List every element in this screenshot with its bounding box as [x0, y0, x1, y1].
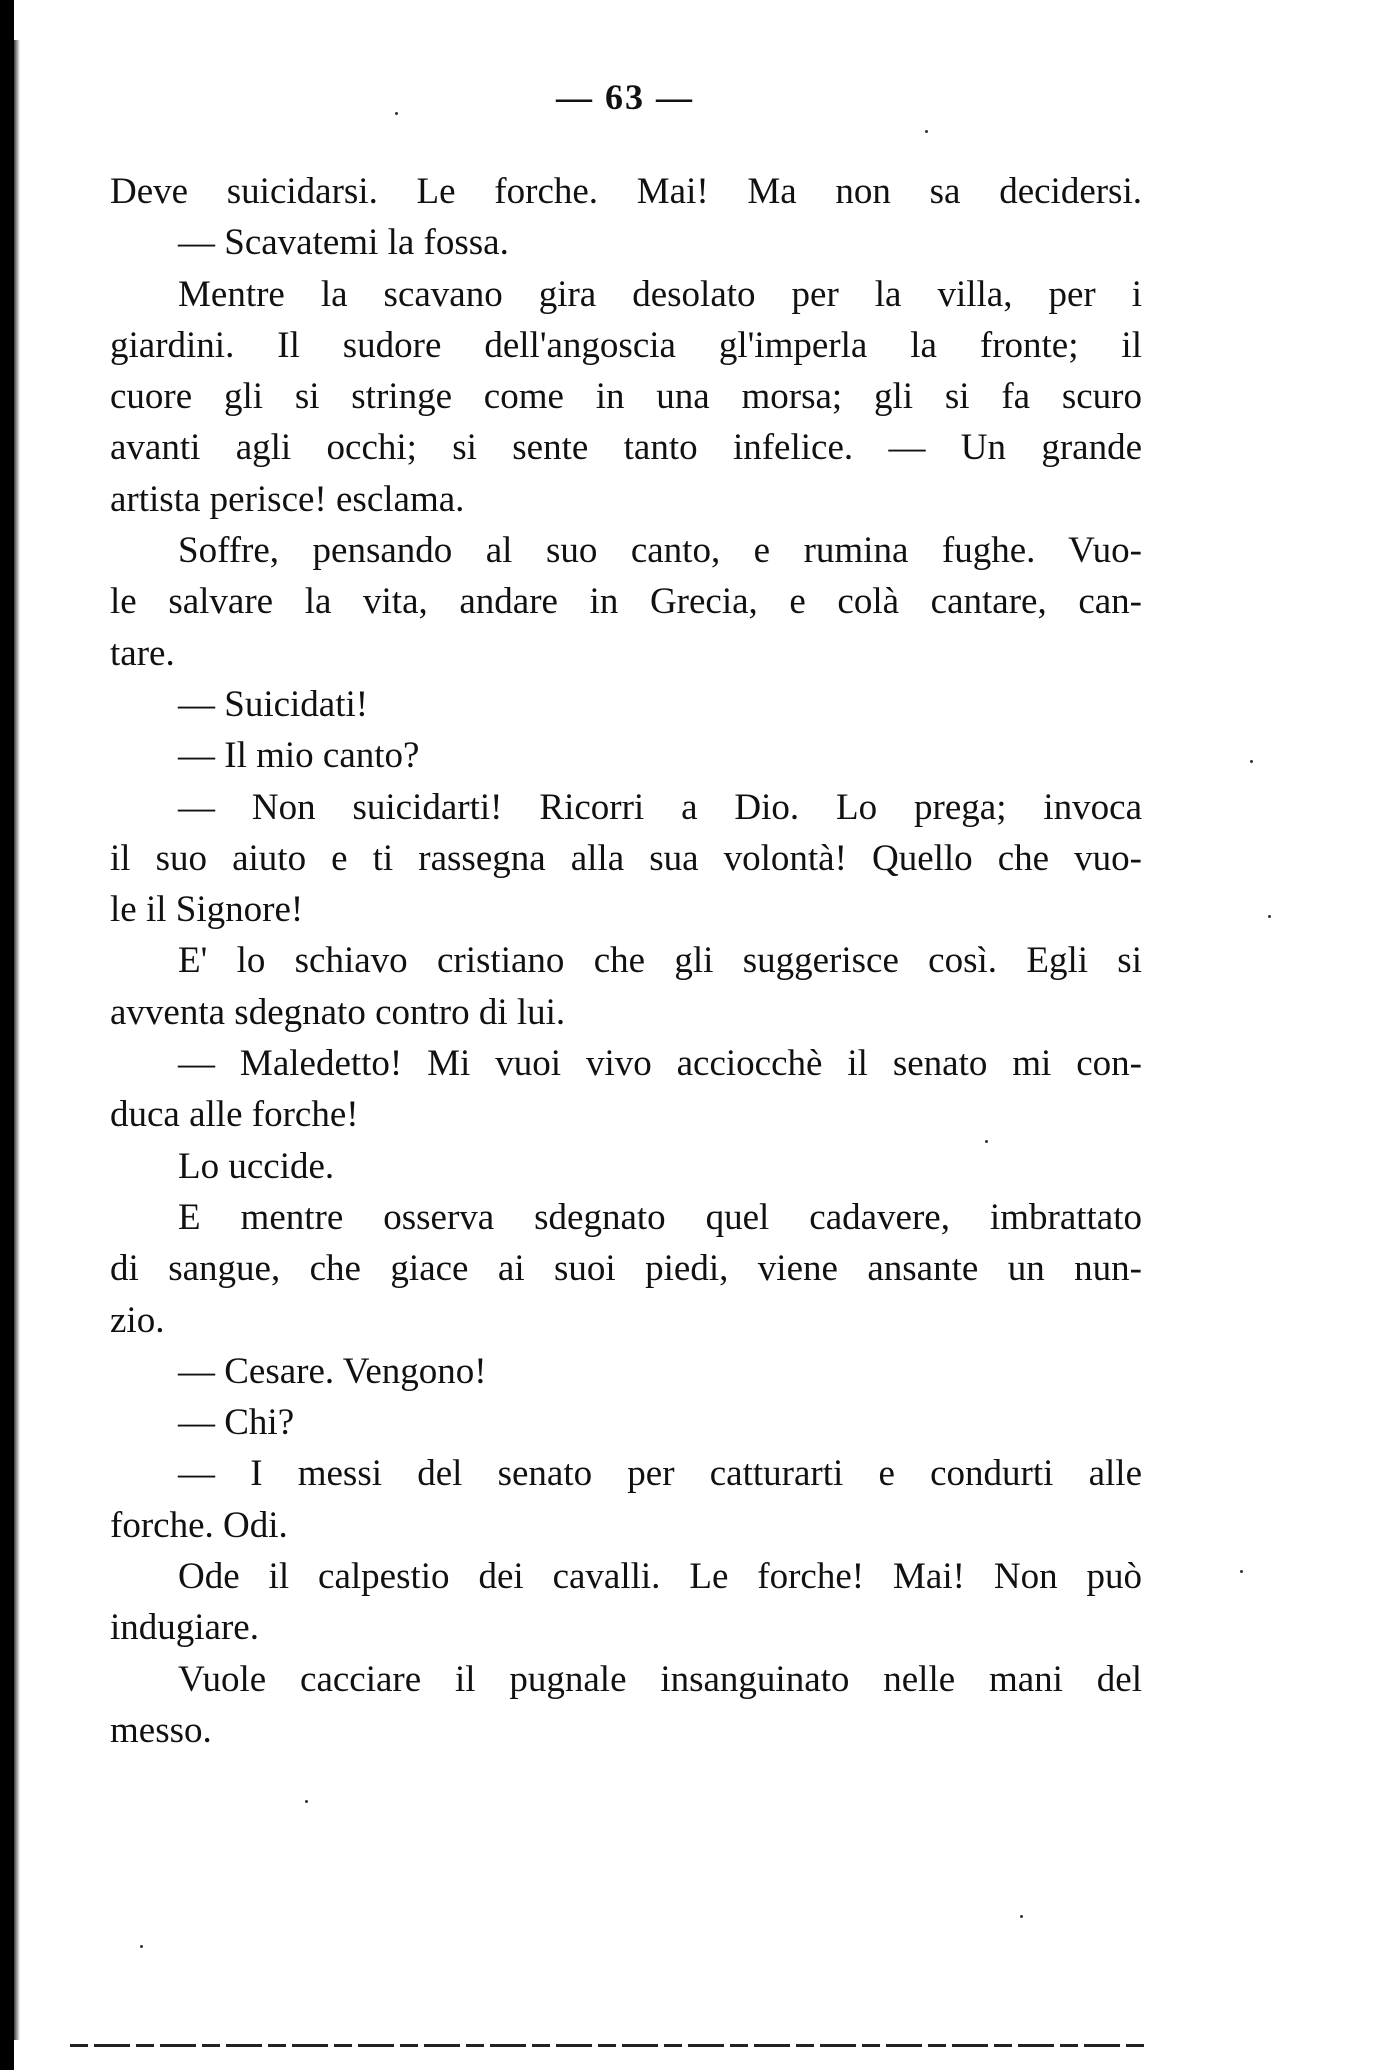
text-line: Vuole cacciare il pugnale insanguinato nelle mani del	[178, 1658, 1142, 1700]
text-line: forche. Odi.	[110, 1504, 288, 1546]
scan-speck	[1250, 760, 1253, 763]
text-line: — Scavatemi la fossa.	[178, 222, 509, 264]
text-line: le salvare la vita, andare in Grecia, e colà cantare, can-	[110, 581, 1142, 623]
scan-speck	[1268, 915, 1271, 918]
text-line: — Suicidati!	[178, 683, 369, 725]
scan-speck	[140, 1945, 143, 1948]
scan-speck	[305, 1800, 308, 1803]
scan-speck	[395, 112, 398, 115]
text-line: avventa sdegnato contro di lui.	[110, 991, 566, 1033]
body-text	[110, 166, 1142, 1756]
text-line: — Non suicidarti! Ricorri a Dio. Lo prega; invoca	[178, 786, 1142, 828]
text-line: tare.	[110, 632, 175, 674]
text-line: Lo uccide.	[178, 1145, 335, 1187]
text-line: indugiare.	[110, 1607, 259, 1649]
binding-edge	[0, 0, 14, 2070]
page-number: — 63 —	[556, 77, 694, 117]
text-line: — Maledetto! Mi vuoi vivo acciocchè il senato mi con-	[178, 1043, 1142, 1085]
text-line: Soffre, pensando al suo canto, e rumina fughe. Vuo-	[178, 530, 1142, 572]
text-line: cuore gli si stringe come in una morsa; gli si fa scuro	[110, 376, 1142, 418]
text-line: E' lo schiavo cristiano che gli suggerisce così. Egli si	[178, 940, 1142, 982]
text-line: Deve suicidarsi. Le forche. Mai! Ma non sa decidersi.	[110, 171, 1142, 212]
text-line: Mentre la scavano gira desolato per la villa, per i	[178, 273, 1142, 315]
text-line: Ode il calpestio dei cavalli. Le forche! Mai! Non può	[178, 1556, 1142, 1598]
text-line: — Il mio canto?	[178, 735, 420, 777]
text-line: giardini. Il sudore dell'angoscia gl'imperla la fronte; il	[110, 324, 1142, 366]
text-line: le il Signore!	[110, 889, 304, 931]
text-line: zio.	[110, 1299, 165, 1341]
text-line: — Cesare. Vengono!	[178, 1350, 487, 1392]
scan-speck	[925, 130, 928, 133]
text-line: E mentre osserva sdegnato quel cadavere, imbrattato	[178, 1196, 1142, 1238]
text-line: duca alle forche!	[110, 1094, 359, 1136]
text-line: di sangue, che giace ai suoi piedi, viene ansante un nun-	[110, 1248, 1142, 1290]
text-line: avanti agli occhi; si sente tanto infelice. — Un grande	[110, 427, 1142, 469]
text-line: il suo aiuto e ti rassegna alla sua volontà! Quello che vuo-	[110, 837, 1142, 879]
scan-speck	[1240, 1570, 1243, 1573]
text-line: — Chi?	[178, 1402, 295, 1444]
text-line: artista perisce! esclama.	[110, 478, 465, 520]
binding-shadow	[14, 40, 20, 2040]
text-line: — I messi del senato per catturarti e condurti alle	[178, 1453, 1142, 1495]
scan-speck	[985, 1140, 988, 1143]
bottom-rule	[70, 2044, 1150, 2047]
text-line: messo.	[110, 1709, 212, 1751]
scan-speck	[1020, 1915, 1023, 1918]
